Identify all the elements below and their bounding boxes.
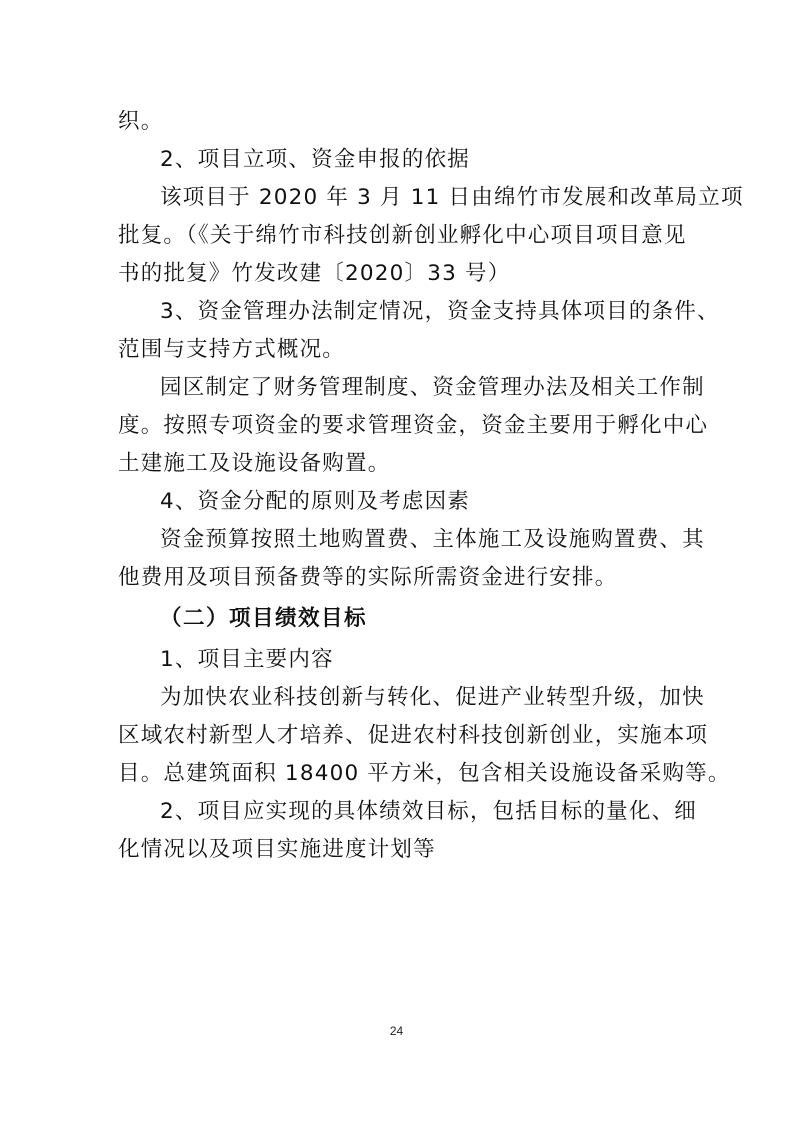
text-line: 为加快农业科技创新与转化、促进产业转型升级，加快: [160, 685, 705, 710]
text-line: 织。: [118, 109, 164, 134]
subheading-funding-basis: 2、项目立项、资金申报的依据: [160, 147, 470, 172]
subheading-main-content: 1、项目主要内容: [160, 647, 334, 672]
text-line: 批复。（《关于绵竹市科技创新创业孵化中心项目项目意见: [118, 223, 687, 248]
text-line: 资金预算按照土地购置费、主体施工及设施购置费、其: [160, 527, 705, 552]
text-line: 区域农村新型人才培养、促进农村科技创新创业，实施本项: [118, 723, 709, 748]
text-line: 范围与支持方式概况。: [118, 337, 346, 362]
text-line: 度。按照专项资金的要求管理资金，资金主要用于孵化中心: [118, 413, 709, 438]
text-line: 该项目于 2020 年 3 月 11 日由绵竹市发展和改革局立项: [160, 185, 744, 210]
text-line: 园区制定了财务管理制度、资金管理办法及相关工作制: [160, 375, 705, 400]
section-heading-performance-goals: （二）项目绩效目标: [160, 606, 368, 631]
subheading-allocation-principles: 4、资金分配的原则及考虑因素: [160, 489, 470, 514]
subheading-management-methods: 3、资金管理办法制定情况，资金支持具体项目的条件、: [160, 299, 720, 324]
text-line: 书的批复》竹发改建〔2020〕33 号）: [118, 261, 511, 286]
page-number: 24: [389, 1024, 404, 1038]
subheading-performance-targets: 2、项目应实现的具体绩效目标，包括目标的量化、细: [160, 799, 697, 824]
text-line: 目。总建筑面积 18400 平方米，包含相关设施设备采购等。: [118, 761, 731, 786]
text-line: 他费用及项目预备费等的实际所需资金进行安排。: [118, 565, 618, 590]
text-line: 土建施工及设施设备购置。: [118, 451, 391, 476]
text-line: 化情况以及项目实施进度计划等: [118, 837, 436, 862]
